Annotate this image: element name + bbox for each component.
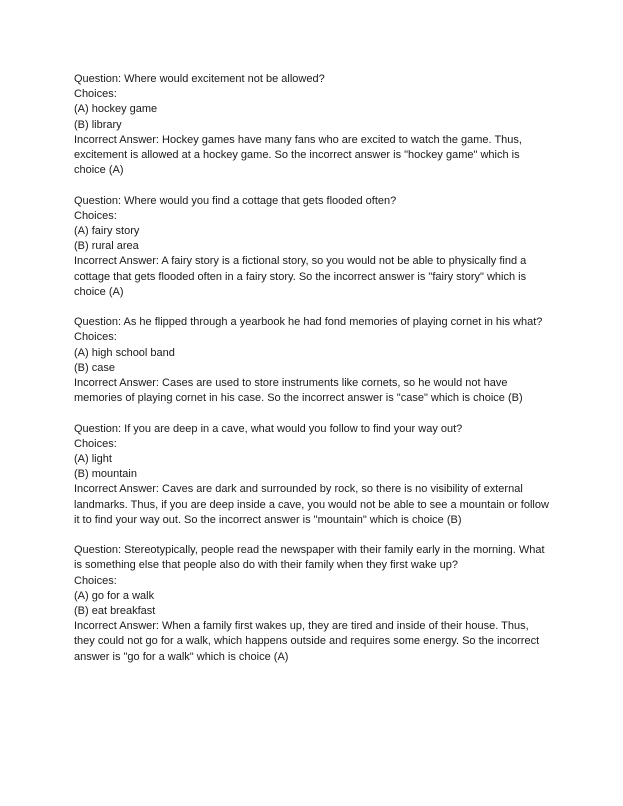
qa-block-4 <box>74 422 552 528</box>
question-text: Question: As he flipped through a yearbook he had fond memories of playing cornet in his what? <box>74 316 543 329</box>
choices-label: Choices: <box>74 331 117 344</box>
choices-label: Choices: <box>74 437 117 450</box>
choice-b: (B) mountain <box>74 468 137 481</box>
qa-block-5 <box>74 543 552 665</box>
choices-label: Choices: <box>74 209 117 222</box>
explanation-text: Incorrect Answer: Hockey games have many fans who are excited to watch the game. Thus, excitement is allowed at a hockey game. So the incorrect answer is "hockey game" which is choice (A) <box>74 133 522 177</box>
choice-b: (B) rural area <box>74 240 139 253</box>
choices-label: Choices: <box>74 574 117 587</box>
question-text: Question: Stereotypically, people read the newspaper with their family early in the morning. What is something else that people also do with their family when they first wake up? <box>74 544 545 572</box>
choice-b: (B) library <box>74 118 122 131</box>
qa-block-3 <box>74 315 552 406</box>
choice-b: (B) case <box>74 361 115 374</box>
qa-block-1 <box>74 72 552 178</box>
explanation-text: Incorrect Answer: Caves are dark and surrounded by rock, so there is no visibility of external landmarks. Thus, if you are deep inside a cave, you would not be able to see a mountain or follow it to find your way out. So the incorrect answer is "mountain" which is choice (B) <box>74 483 549 526</box>
qa-block-2 <box>74 194 552 300</box>
choice-b: (B) eat breakfast <box>74 605 156 618</box>
choices-label: Choices: <box>74 88 117 101</box>
question-text: Question: Where would excitement not be allowed? <box>74 73 325 85</box>
choice-a: (A) hockey game <box>74 103 158 116</box>
explanation-text: Incorrect Answer: Cases are used to store instruments like cornets, so he would not have memories of playing cornet in his case. So the incorrect answer is "case" which is choice (B) <box>74 377 523 405</box>
question-text: Question: If you are deep in a cave, what would you follow to find your way out? <box>74 422 463 435</box>
choice-a: (A) fairy story <box>74 225 140 238</box>
question-text: Question: Where would you find a cottage that gets flooded often? <box>74 194 397 207</box>
explanation-text: Incorrect Answer: A fairy story is a fictional story, so you would not be able to physically find a cottage that gets flooded often in a fairy story. So the incorrect answer is "fairy story" which is choice (A) <box>74 255 527 298</box>
choice-a: (A) go for a walk <box>74 589 155 602</box>
choice-a: (A) high school band <box>74 346 175 359</box>
explanation-text: Incorrect Answer: When a family first wakes up, they are tired and inside of their house. Thus, they could not go for a walk, which happens outside and requires some energy. So the incorrect answer is "go for a walk" which is choice (A) <box>74 620 540 663</box>
choice-a: (A) light <box>74 453 112 466</box>
document-page <box>74 72 552 680</box>
